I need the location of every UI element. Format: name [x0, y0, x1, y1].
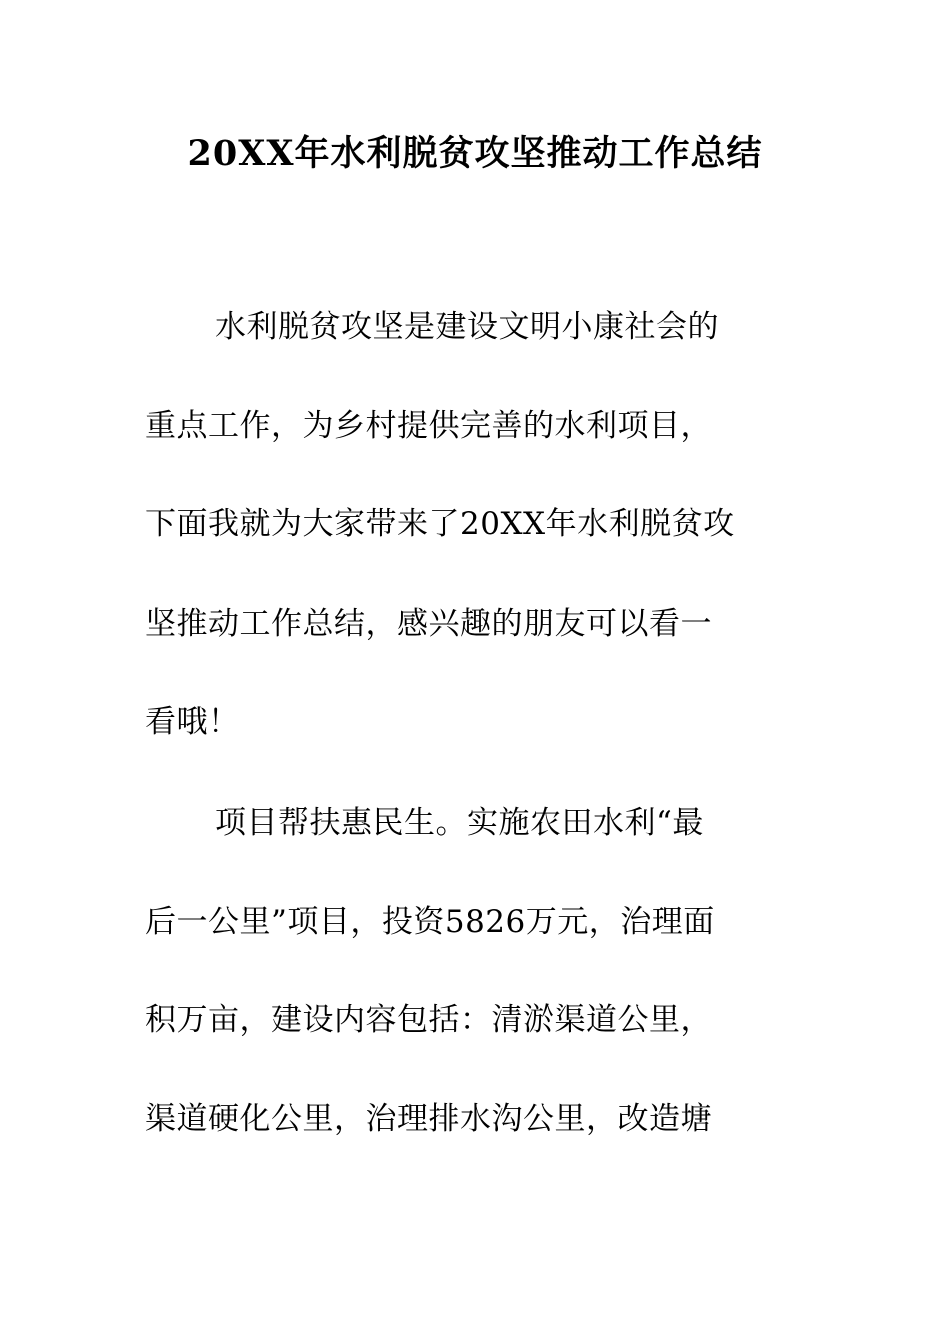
paragraph-2-line-4: 渠道硬化公里，治理排水沟公里，改造塘 [145, 1101, 712, 1137]
paragraph-2-line-1: 项目帮扶惠民生。实施农田水利“最 [215, 805, 704, 841]
paragraph-2-line-2: 后一公里”项目，投资5826万元，治理面 [145, 904, 715, 940]
paragraph-1-line-1: 水利脱贫攻坚是建设文明小康社会的 [215, 309, 719, 345]
paragraph-1-line-2: 重点工作，为乡村提供完善的水利项目， [145, 408, 712, 444]
paragraph-1-line-4: 坚推动工作总结，感兴趣的朋友可以看一 [145, 606, 712, 642]
document-title: 20XX年水利脱贫攻坚推动工作总结 [187, 133, 763, 174]
paragraph-1-line-3: 下面我就为大家带来了20XX年水利脱贫攻 [145, 506, 735, 542]
paragraph-1-line-5: 看哦！ [145, 704, 240, 740]
paragraph-2-line-3: 积万亩，建设内容包括：清淤渠道公里， [145, 1002, 712, 1038]
